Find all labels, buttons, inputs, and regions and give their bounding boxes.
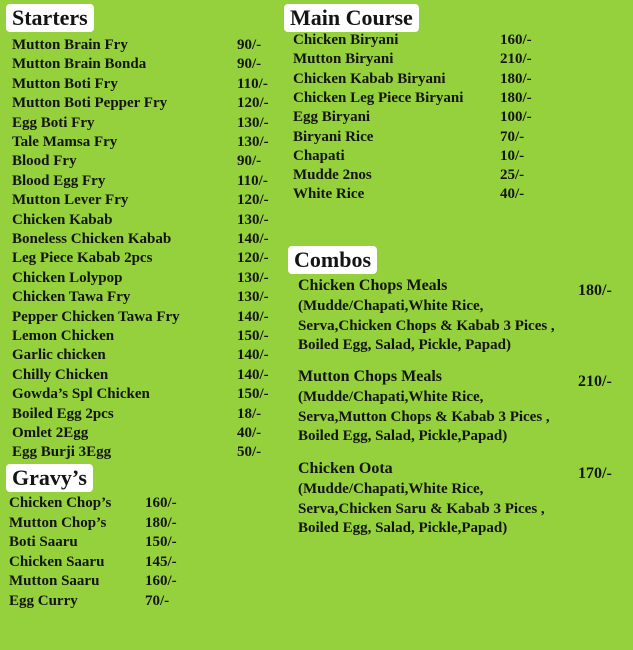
combo-item <box>298 275 628 361</box>
starter-item-name: Omlet 2Egg <box>12 425 89 441</box>
combo-price: 170/- <box>578 465 612 482</box>
gravy-item-name: Mutton Chop’s <box>9 514 107 531</box>
starter-item-price: 140/- <box>237 231 269 247</box>
starter-item-price: 140/- <box>237 347 269 364</box>
starter-item-name: Chicken Lolypop <box>12 269 123 286</box>
combo-price: 210/- <box>578 373 612 390</box>
starter-item-name: Mutton Boti Fry <box>12 75 118 92</box>
gravy-item-price: 145/- <box>145 553 177 570</box>
gravy-item-name: Egg Curry <box>9 593 78 609</box>
combo-title: Mutton Chops Meals <box>298 368 443 385</box>
main-course-item-price: 40/- <box>500 186 525 203</box>
main-course-item-name: Chicken Biryani <box>293 32 399 48</box>
starter-item-price: 50/- <box>237 444 262 461</box>
gravy-item-price: 150/- <box>145 534 177 551</box>
starter-item-price: 110/- <box>237 75 268 92</box>
starter-item-name: Boneless Chicken Kabab <box>12 231 172 247</box>
starter-item-price: 90/- <box>237 56 262 73</box>
combo-description-line: Serva,Mutton Chops & Kabab 3 Pices , <box>298 408 550 425</box>
starter-item-price: 150/- <box>237 386 269 403</box>
gravys-heading: Gravy’s <box>6 464 93 492</box>
main-course-heading: Main Course <box>284 4 419 32</box>
starter-item-price: 150/- <box>237 328 269 344</box>
combo-title: Chicken Oota <box>298 460 393 477</box>
gravy-item-price: 180/- <box>145 514 177 531</box>
starter-item-name: Pepper Chicken Tawa Fry <box>12 308 180 325</box>
main-course-item-name: Biryani Rice <box>293 128 374 145</box>
starter-item-price: 40/- <box>237 425 262 441</box>
starter-item-price: 130/- <box>237 211 269 228</box>
gravy-item-name: Boti Saaru <box>9 534 78 551</box>
starter-item-name: Chicken Kabab <box>12 211 113 228</box>
combo-description <box>298 388 550 447</box>
gravy-item-name: Chicken Saaru <box>9 553 105 570</box>
starter-item-name: Garlic chicken <box>12 347 106 364</box>
main-course-item-price: 100/- <box>500 109 532 126</box>
combo-title: Chicken Chops Meals <box>298 277 448 294</box>
combo-description-line: Boiled Egg, Salad, Pickle, Papad) <box>298 337 511 353</box>
starter-item-price: 110/- <box>237 172 268 189</box>
main-course-item-name: Chicken Leg Piece Biryani <box>293 89 464 106</box>
starters-heading: Starters <box>6 4 94 32</box>
starter-item-price: 140/- <box>237 366 269 383</box>
starter-item-name: Lemon Chicken <box>12 328 115 344</box>
combo-description <box>298 297 555 356</box>
starter-item-name: Mutton Brain Fry <box>12 37 128 53</box>
starter-item-price: 130/- <box>237 269 269 286</box>
starter-item-name: Chicken Tawa Fry <box>12 289 131 306</box>
main-course-item-name: Egg Biryani <box>293 109 371 126</box>
starter-item-name: Gowda’s Spl Chicken <box>12 386 150 403</box>
gravy-item-price: 160/- <box>145 495 177 511</box>
starter-item-name: Egg Burji 3Egg <box>12 444 112 461</box>
main-course-item-name: Chicken Kabab Biryani <box>293 70 446 87</box>
starter-item-price: 140/- <box>237 308 269 325</box>
main-course-item-name: Mutton Biryani <box>293 51 394 68</box>
combo-description-line: Boiled Egg, Salad, Pickle,Papad) <box>298 428 508 444</box>
combo-description-line: (Mudde/Chapati,White Rice, <box>298 298 484 314</box>
combo-item <box>298 458 628 544</box>
starter-item-price: 120/- <box>237 192 269 209</box>
gravy-item-price: 70/- <box>145 593 170 609</box>
starter-item-name: Boiled Egg 2pcs <box>12 405 114 422</box>
main-course-item-name: White Rice <box>293 186 365 203</box>
combo-description-line: Boiled Egg, Salad, Pickle,Papad) <box>298 520 508 536</box>
main-course-item-price: 180/- <box>500 70 532 87</box>
starter-item-name: Mutton Brain Bonda <box>12 56 147 73</box>
starter-item-price: 120/- <box>237 250 269 267</box>
combo-item <box>298 366 628 452</box>
starter-item-name: Blood Egg Fry <box>12 172 106 189</box>
starter-item-price: 130/- <box>237 289 269 306</box>
gravy-item-name: Chicken Chop’s <box>9 495 112 511</box>
combo-description-line: (Mudde/Chapati,White Rice, <box>298 481 484 497</box>
main-course-item-name: Chapati <box>293 147 345 164</box>
starter-item-name: Blood Fry <box>12 153 77 170</box>
starter-item-price: 130/- <box>237 134 269 150</box>
combo-price: 180/- <box>578 282 612 299</box>
starter-item-name: Tale Mamsa Fry <box>12 134 118 150</box>
main-course-item-name: Mudde 2nos <box>293 167 372 184</box>
starter-item-name: Chilly Chicken <box>12 366 109 383</box>
starter-item-name: Leg Piece Kabab 2pcs <box>12 250 153 267</box>
combo-description-line: Serva,Chicken Saru & Kabab 3 Pices , <box>298 500 545 517</box>
starter-item-name: Mutton Boti Pepper Fry <box>12 95 168 112</box>
starter-item-name: Egg Boti Fry <box>12 114 95 131</box>
gravy-item-price: 160/- <box>145 573 177 590</box>
starter-item-price: 120/- <box>237 95 269 112</box>
starter-item-name: Mutton Lever Fry <box>12 192 129 209</box>
starter-item-price: 90/- <box>237 37 262 53</box>
starter-item-price: 130/- <box>237 114 269 131</box>
combo-description <box>298 480 545 539</box>
gravy-item-name: Mutton Saaru <box>9 573 100 590</box>
main-course-item-price: 10/- <box>500 147 525 164</box>
main-course-item-price: 210/- <box>500 51 532 68</box>
starter-item-price: 18/- <box>237 405 262 422</box>
combo-description-line: Serva,Chicken Chops & Kabab 3 Pices , <box>298 317 555 334</box>
combos-heading: Combos <box>288 246 377 274</box>
main-course-item-price: 70/- <box>500 128 525 145</box>
combo-description-line: (Mudde/Chapati,White Rice, <box>298 389 484 405</box>
main-course-item-price: 25/- <box>500 167 525 184</box>
main-course-item-price: 180/- <box>500 89 532 106</box>
main-course-item-price: 160/- <box>500 32 532 48</box>
starter-item-price: 90/- <box>237 153 262 170</box>
